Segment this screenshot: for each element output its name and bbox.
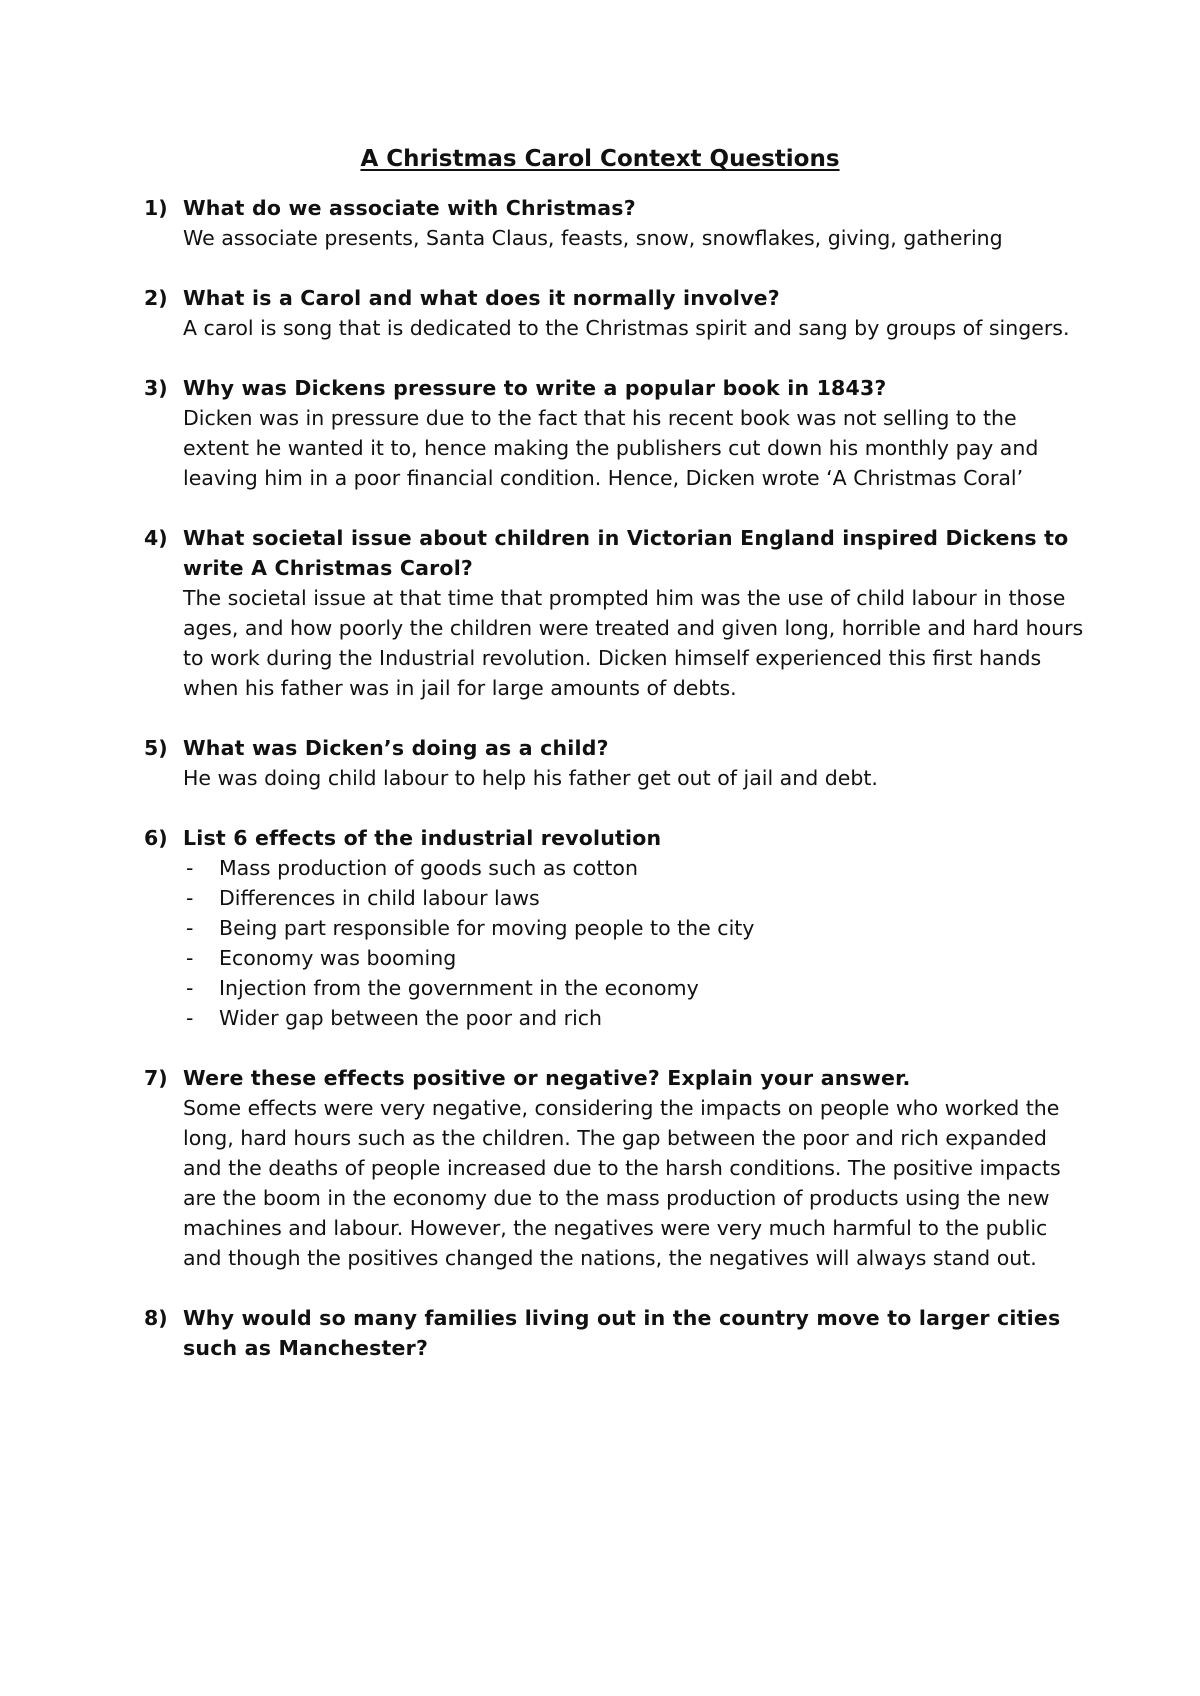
question-number: 2) [144, 286, 168, 310]
effect-text: Economy was booming [219, 946, 457, 970]
answer-text: He was doing child labour to help his father get out of jail and debt. [183, 766, 878, 790]
question-text: Were these effects positive or negative? Explain your answer. [183, 1066, 911, 1090]
question-number: 7) [144, 1066, 168, 1090]
list-item [183, 913, 1084, 943]
question-number: 4) [144, 526, 168, 550]
dash-bullet: - [186, 976, 194, 1000]
question-text: Why would so many families living out in the country move to larger cities such as Manchester? [183, 1306, 1061, 1360]
question-item-5 [144, 733, 1084, 793]
question-item-1 [144, 193, 1084, 253]
question-number: 1) [144, 196, 168, 220]
question-list [144, 193, 1084, 1393]
effect-text: Mass production of goods such as cotton [219, 856, 638, 880]
list-item [183, 973, 1084, 1003]
document-title: A Christmas Carol Context Questions [360, 146, 840, 172]
effect-text: Being part responsible for moving people to the city [219, 916, 755, 940]
question-item-2 [144, 283, 1084, 343]
question-item-3 [144, 373, 1084, 493]
dash-bullet: - [186, 1006, 194, 1030]
effect-text: Differences in child labour laws [219, 886, 540, 910]
dash-bullet: - [186, 916, 194, 940]
answer-text: A carol is song that is dedicated to the Christmas spirit and sang by groups of singers. [183, 316, 1070, 340]
list-item [183, 943, 1084, 973]
list-item [183, 1003, 1084, 1033]
dash-bullet: - [186, 886, 194, 910]
question-text: What was Dicken’s doing as a child? [183, 736, 609, 760]
list-item [183, 853, 1084, 883]
answer-text: The societal issue at that time that prompted him was the use of child labour in those ages, and how poorly the children were treated and given long, horrible and hard hours to work during the Industrial revolution. Dicken himself experienced this first hands when his father was in jail for large amounts of debts. [183, 586, 1084, 700]
question-number: 6) [144, 826, 168, 850]
dash-bullet: - [186, 856, 194, 880]
answer-text: Dicken was in pressure due to the fact that his recent book was not selling to the extent he wanted it to, hence making the publishers cut down his monthly pay and leaving him in a poor financial condition. Hence, Dicken wrote ‘A Christmas Coral’ [183, 406, 1039, 490]
question-text: What do we associate with Christmas? [183, 196, 636, 220]
list-item [183, 883, 1084, 913]
effects-list [183, 853, 1084, 1033]
effect-text: Wider gap between the poor and rich [219, 1006, 603, 1030]
effect-text: Injection from the government in the economy [219, 976, 699, 1000]
question-item-4 [144, 523, 1084, 703]
answer-text: Some effects were very negative, considering the impacts on people who worked the long, hard hours such as the children. The gap between the poor and rich expanded and the deaths of people increased due to the harsh conditions. The positive impacts are the boom in the economy due to the mass production of products using the new machines and labour. However, the negatives were very much harmful to the public and though the positives changed the nations, the negatives will always stand out. [183, 1096, 1061, 1270]
question-text: What societal issue about children in Victorian England inspired Dickens to write A Christmas Carol? [183, 526, 1069, 580]
question-number: 3) [144, 376, 168, 400]
answer-text: We associate presents, Santa Claus, feasts, snow, snowflakes, giving, gathering [183, 226, 1003, 250]
question-number: 5) [144, 736, 168, 760]
question-number: 8) [144, 1306, 168, 1330]
dash-bullet: - [186, 946, 194, 970]
question-item-8 [144, 1303, 1084, 1363]
question-item-7 [144, 1063, 1084, 1273]
question-text: What is a Carol and what does it normally involve? [183, 286, 780, 310]
question-item-6 [144, 823, 1084, 1033]
question-text: List 6 effects of the industrial revolution [183, 826, 662, 850]
question-text: Why was Dickens pressure to write a popular book in 1843? [183, 376, 887, 400]
